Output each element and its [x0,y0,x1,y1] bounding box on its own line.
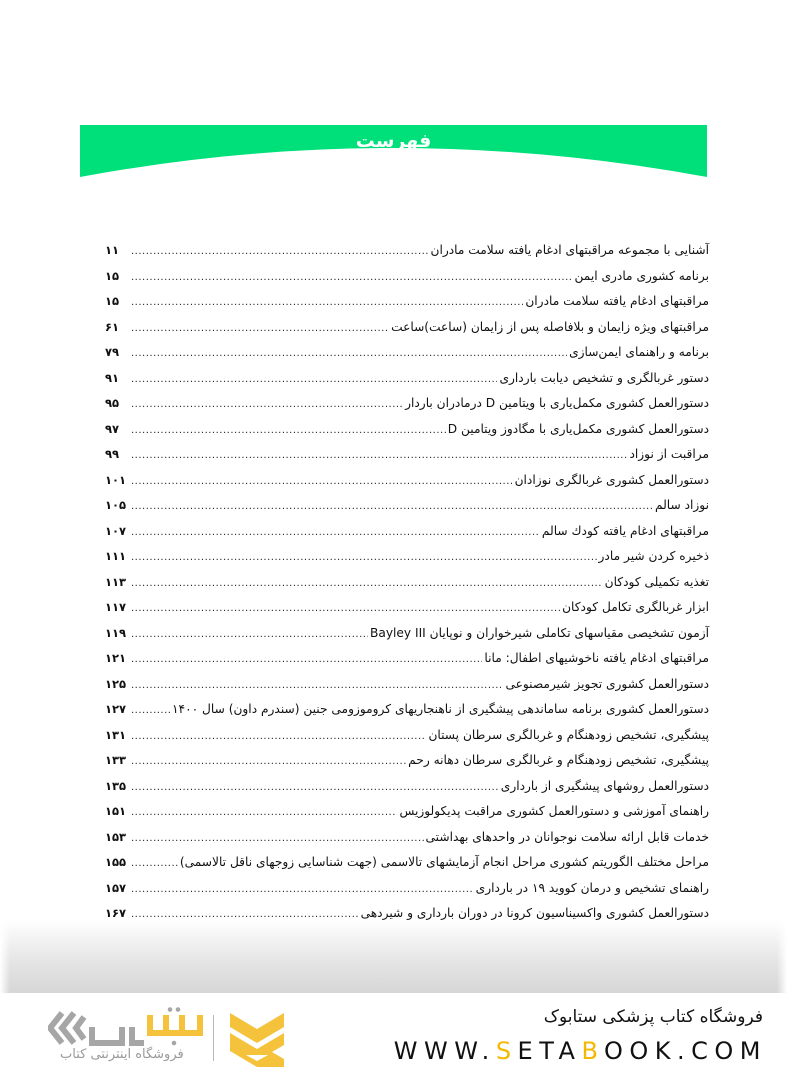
toc-entry[interactable] [105,876,709,902]
toc-leader-dots [131,443,627,469]
toc-entry-title: پیشگیری، تشخیص زودهنگام و غربالگری سرطان دهانه رحم [408,753,709,767]
toc-entry[interactable] [105,672,709,698]
toc-entry[interactable] [105,723,709,749]
toc-entry-title: دستورالعمل کشوری مکمل‌یاری با مگادوز ویتامین D [447,421,709,436]
logo-tagline: فروشگاه اینترنتی کتاب [60,1047,184,1062]
toc-leader-dots [131,469,513,495]
toc-entry[interactable] [105,340,709,366]
url-highlight-b: B [581,1037,604,1065]
toc-entry-title: دستور غربالگری و تشخیص دیابت بارداری [499,370,709,385]
toc-entry-title: راهنمای آموزشی و دستورالعمل کشوری مراقبت پدیکولوزیس [399,804,709,818]
store-name: فروشگاه کتاب پزشکی ستابوک [543,1007,763,1027]
toc-entry[interactable] [105,901,709,927]
store-url-link[interactable] [394,1037,767,1065]
toc-entry-page-number: ۱۰۷ [105,523,127,538]
toc-entry[interactable] [105,799,709,825]
toc-entry-page-number: ۶۱ [105,319,120,334]
toc-entry-title: مراقبت از نوزاد [629,447,709,461]
toc-leader-dots [131,239,429,265]
toc-leader-dots [131,775,499,801]
toc-entry[interactable] [105,264,709,290]
url-suffix: OOK.COM [603,1037,767,1065]
toc-entry-title: ذخیره کردن شیر مادر [598,549,709,563]
toc-entry-page-number: ۱۵۵ [105,855,127,869]
toc-entry[interactable] [105,621,709,647]
toc-leader-dots [131,749,406,775]
toc-entry[interactable] [105,289,709,315]
store-footer [0,993,787,1080]
toc-leader-dots [131,596,560,622]
toc-entry-page-number: ۱۰۵ [105,498,127,512]
toc-entry-title: دستورالعمل روشهای پیشگیری از بارداری [500,778,709,793]
toc-entry-page-number: ۱۶۷ [105,906,127,920]
toc-entry[interactable] [105,315,709,341]
page-title: فهرست [355,130,432,152]
toc-entry-page-number: ۱۵۷ [105,880,127,895]
toc-leader-dots [131,418,446,444]
toc-leader-dots [131,800,397,826]
toc-entry-title: دستورالعمل کشوری غربالگری نوزادان [514,472,709,487]
toc-entry-page-number: ۹۵ [105,396,120,410]
toc-entry[interactable] [105,697,709,723]
toc-entry-page-number: ۷۹ [105,345,120,359]
toc-leader-dots [131,647,482,673]
toc-entry-page-number: ۱۱۱ [105,549,127,563]
toc-entry-page-number: ۱۵ [105,268,120,283]
toc-header-banner [80,125,707,177]
toc-entry-page-number: ۱۳۱ [105,727,127,742]
toc-entry-title: مراقبتهای ویژه زایمان و بلافاصله پس از زایمان (ساعت)ساعت [391,319,709,334]
setabook-chevron-logo-icon [228,1011,286,1073]
toc-leader-dots [131,494,653,520]
toc-entry-page-number: ۱۲۵ [105,676,127,691]
page-shadow-right [777,920,787,993]
toc-leader-dots [131,520,540,546]
toc-entry-title: مراحل مختلف الگوریتم کشوری مراحل انجام آزمایشهای تالاسمی (جهت شناسایی زوجهای ناقل تالاسمی) [179,855,709,869]
url-highlight-s: S [495,1037,518,1065]
toc-entry-page-number: ۱۱۳ [105,574,127,589]
toc-entry[interactable] [105,493,709,519]
toc-entry[interactable] [105,570,709,596]
toc-entry[interactable] [105,417,709,443]
toc-entry[interactable] [105,519,709,545]
toc-entry[interactable] [105,391,709,417]
toc-leader-dots [131,851,178,877]
toc-entry[interactable] [105,825,709,851]
toc-entry-page-number: ۱۱۷ [105,600,127,614]
toc-leader-dots [131,290,523,316]
toc-entry-title: راهنمای تشخیص و درمان کووید ۱۹ در بارداری [475,880,709,895]
toc-entry-title: دستورالعمل کشوری تجویز شیرمصنوعی [505,676,709,691]
toc-leader-dots [131,902,359,928]
toc-leader-dots [131,622,368,648]
toc-entry-title: مراقبتهای ادغام یافته کودك سالم [541,523,709,538]
toc-entry-page-number: ۹۹ [105,447,120,461]
logo-divider [213,1015,214,1061]
toc-entry[interactable] [105,595,709,621]
toc-leader-dots [131,545,597,571]
toc-entry-title: پیشگیری، تشخیص زودهنگام و غربالگری سرطان پستان [428,727,709,742]
toc-entry-page-number: ۱۱ [105,243,120,257]
toc-entry-page-number: ۱۱۹ [105,625,127,640]
toc-entry-page-number: ۱۳۳ [105,753,127,767]
toc-entry[interactable] [105,468,709,494]
toc-entry-page-number: ۱۰۱ [105,472,127,487]
toc-leader-dots [131,367,497,393]
toc-entry-title: آزمون تشخیصی مقیاسهای تکاملی شیرخواران و نوپایان Bayley III [369,625,709,640]
toc-leader-dots [131,877,474,903]
toc-entry[interactable] [105,748,709,774]
toc-leader-dots [131,392,403,418]
toc-leader-dots [131,316,389,342]
toc-entry-title: دستورالعمل کشوری برنامه ساماندهی پیشگیری از ناهنجاریهای کروموزومی جنین (سندرم داون) سال ۱۴۰۰ [172,702,709,716]
toc-entry-page-number: ۱۲۷ [105,702,127,716]
toc-entry[interactable] [105,544,709,570]
toc-entry-title: برنامه کشوری مادری ایمن [574,268,709,283]
toc-leader-dots [131,265,573,291]
toc-entry[interactable] [105,850,709,876]
toc-entry[interactable] [105,366,709,392]
toc-entry-title: تغذیه تکمیلی کودکان [604,574,709,589]
toc-entry-page-number: ۱۳۵ [105,778,127,793]
toc-entry-title: دستورالعمل کشوری واکسیناسیون کرونا در دوران بارداری و شیردهی [360,906,709,920]
toc-entry-title: دستورالعمل کشوری مکمل‌یاری با ویتامین D درمادران باردار [405,396,709,410]
page-shadow-left [0,920,10,993]
toc-leader-dots [131,341,567,367]
toc-leader-dots [131,724,426,750]
toc-entry-page-number: ۹۱ [105,370,120,385]
toc-entry-page-number: ۱۵۳ [105,829,127,844]
table-of-contents [105,238,709,927]
toc-entry-page-number: ۱۵۱ [105,804,127,818]
toc-entry-page-number: ۱۲۱ [105,651,127,665]
toc-entry-title: خدمات قابل ارائه سلامت نوجوانان در واحدهای بهداشتی [425,829,709,844]
url-prefix: WWW. [393,1037,496,1065]
toc-leader-dots [131,571,603,597]
toc-entry-page-number: ۹۷ [105,421,120,436]
toc-entry-title: ابزار غربالگری تکامل کودکان [562,600,709,614]
toc-entry[interactable] [105,774,709,800]
toc-entry[interactable] [105,646,709,672]
toc-leader-dots [131,673,503,699]
toc-entry-title: برنامه و راهنمای ایمن‌سازی [569,345,709,359]
toc-entry-title: مراقبتهای ادغام یافته ناخوشیهای اطفال: مانا [484,651,709,665]
toc-entry-title: آشنایی با مجموعه مراقبتهای ادغام یافته سلامت مادران [430,243,709,257]
toc-entry-title: نوزاد سالم [654,498,709,512]
toc-entry-title: مراقبتهای ادغام یافته سلامت مادران [525,294,709,308]
toc-entry-page-number: ۱۵ [105,294,120,308]
toc-leader-dots [131,826,424,852]
url-middle: ETA [517,1037,582,1065]
toc-leader-dots [131,698,170,724]
toc-entry[interactable] [105,238,709,264]
toc-entry[interactable] [105,442,709,468]
